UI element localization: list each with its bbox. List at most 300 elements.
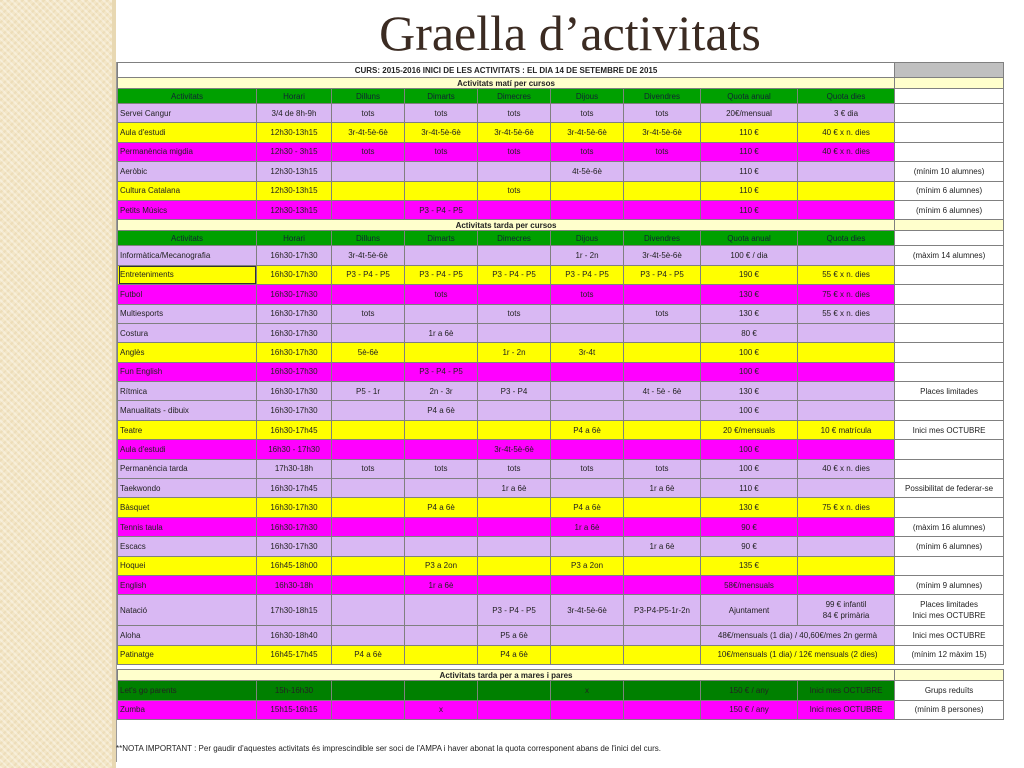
note-cell[interactable]: (mínim 8 persones) xyxy=(895,700,1004,719)
activity-name-cell[interactable]: Manualitats - dibuix xyxy=(118,401,257,420)
note-cell[interactable]: Possibilitat de federar-se xyxy=(895,479,1004,498)
note-cell[interactable]: (mínim 12 màxim 15) xyxy=(895,645,1004,664)
note-cell[interactable] xyxy=(895,323,1004,342)
activity-cell[interactable]: 150 € / any xyxy=(701,681,798,700)
activity-cell[interactable]: 100 € xyxy=(701,343,798,362)
activities-table xyxy=(117,62,1004,720)
activity-cell[interactable] xyxy=(551,626,624,645)
activity-cell[interactable] xyxy=(551,700,624,719)
activity-cell[interactable] xyxy=(332,162,405,181)
activity-cell[interactable] xyxy=(478,420,551,439)
activity-cell[interactable]: tots xyxy=(405,142,478,161)
column-header: Activitats xyxy=(118,231,257,246)
activity-cell[interactable]: 16h30-17h30 xyxy=(257,382,332,401)
activity-cell[interactable] xyxy=(332,537,405,556)
activity-cell[interactable]: 16h30-17h30 xyxy=(257,246,332,265)
activity-cell[interactable] xyxy=(478,246,551,265)
activity-cell[interactable] xyxy=(405,595,478,626)
activity-cell[interactable] xyxy=(332,595,405,626)
activity-cell[interactable] xyxy=(798,595,895,626)
activity-cell[interactable]: 16h30-17h30 xyxy=(257,362,332,381)
activity-cell[interactable] xyxy=(624,343,701,362)
activity-cell[interactable]: 4t-5è-6è xyxy=(551,162,624,181)
activity-cell[interactable] xyxy=(478,200,551,219)
activity-name-cell[interactable]: Bàsquet xyxy=(118,498,257,517)
activity-cell[interactable]: 3/4 de 8h-9h xyxy=(257,104,332,123)
activity-cell[interactable] xyxy=(405,479,478,498)
activity-cell[interactable] xyxy=(332,200,405,219)
activity-cell[interactable] xyxy=(332,440,405,459)
activity-name-cell[interactable]: Anglès xyxy=(118,343,257,362)
activity-cell[interactable] xyxy=(551,382,624,401)
activity-cell[interactable]: Inici mes OCTUBRE xyxy=(798,700,895,719)
note-cell[interactable] xyxy=(895,343,1004,362)
activity-name-cell[interactable]: Rítmica xyxy=(118,382,257,401)
activity-row xyxy=(118,420,1004,439)
activity-cell[interactable] xyxy=(551,575,624,594)
activity-cell[interactable] xyxy=(478,285,551,304)
activity-cell[interactable]: P3 a 2on xyxy=(405,556,478,575)
activity-cell[interactable] xyxy=(478,162,551,181)
activity-cell[interactable]: P4 a 6è xyxy=(405,498,478,517)
activity-cell[interactable]: Ajuntament xyxy=(701,595,798,626)
activity-cell[interactable]: tots xyxy=(624,104,701,123)
activity-cell[interactable]: 12h30-13h15 xyxy=(257,162,332,181)
activity-cell[interactable]: 110 € xyxy=(701,200,798,219)
activity-cell[interactable]: 3r-4t-5è-6è xyxy=(332,123,405,142)
activity-cell[interactable]: 16h30-18h40 xyxy=(257,626,332,645)
activity-cell[interactable]: 16h30-17h30 xyxy=(257,517,332,536)
activity-cell[interactable]: P3 - P4 xyxy=(478,382,551,401)
activity-cell[interactable] xyxy=(405,343,478,362)
activity-cell[interactable] xyxy=(478,575,551,594)
column-header-row xyxy=(118,89,1004,104)
activity-cell[interactable]: 12h30-13h15 xyxy=(257,123,332,142)
activity-cell[interactable] xyxy=(332,479,405,498)
activity-name-cell[interactable]: Servei Cangur xyxy=(118,104,257,123)
activity-cell[interactable] xyxy=(798,362,895,381)
activity-cell[interactable] xyxy=(332,700,405,719)
activity-cell[interactable] xyxy=(332,420,405,439)
activity-cell[interactable]: tots xyxy=(624,304,701,323)
activity-cell[interactable]: 58€/mensuals xyxy=(701,575,798,594)
activity-cell[interactable] xyxy=(624,200,701,219)
activity-cell[interactable]: 16h30-17h30 xyxy=(257,537,332,556)
activity-cell[interactable]: tots xyxy=(551,285,624,304)
activity-cell[interactable]: x xyxy=(405,700,478,719)
activity-cell[interactable]: P5 a 6è xyxy=(478,626,551,645)
activity-cell[interactable]: 1r a 6è xyxy=(478,479,551,498)
note-cell[interactable] xyxy=(895,142,1004,161)
activity-cell[interactable]: 75 € x n. dies xyxy=(798,498,895,517)
activity-cell[interactable]: P4 a 6è xyxy=(405,401,478,420)
activity-cell[interactable]: P3 - P4 - P5 xyxy=(405,265,478,284)
activity-cell[interactable]: 10€/mensuals (1 dia) / 12€ mensuals (2 dies) xyxy=(701,645,895,664)
activity-cell[interactable] xyxy=(551,323,624,342)
activity-cell[interactable] xyxy=(405,537,478,556)
activity-cell[interactable]: P3 - P4 - P5 xyxy=(405,362,478,381)
activity-cell[interactable]: tots xyxy=(332,459,405,478)
note-cell[interactable] xyxy=(895,556,1004,575)
activity-cell[interactable] xyxy=(478,323,551,342)
activity-cell[interactable]: tots xyxy=(478,142,551,161)
activity-name-cell[interactable]: Aeròbic xyxy=(118,162,257,181)
activity-cell[interactable] xyxy=(798,200,895,219)
activity-cell[interactable]: 16h30-17h30 xyxy=(257,285,332,304)
activity-cell[interactable]: tots xyxy=(624,459,701,478)
activity-cell[interactable] xyxy=(405,681,478,700)
activity-cell[interactable] xyxy=(624,681,701,700)
activity-cell[interactable] xyxy=(332,323,405,342)
activity-cell[interactable] xyxy=(624,440,701,459)
activity-cell[interactable]: 135 € xyxy=(701,556,798,575)
activity-cell[interactable]: 3r-4t xyxy=(551,343,624,362)
activity-cell[interactable] xyxy=(405,304,478,323)
note-cell[interactable] xyxy=(895,362,1004,381)
activity-cell[interactable]: tots xyxy=(478,304,551,323)
activity-cell[interactable] xyxy=(624,575,701,594)
activity-cell[interactable] xyxy=(798,556,895,575)
activity-name-cell[interactable]: Fun English xyxy=(118,362,257,381)
activity-name-cell[interactable]: Costura xyxy=(118,323,257,342)
activity-cell[interactable] xyxy=(624,700,701,719)
activity-cell[interactable]: 15h-16h30 xyxy=(257,681,332,700)
note-cell[interactable] xyxy=(895,459,1004,478)
activity-cell[interactable]: Inici mes OCTUBRE xyxy=(798,681,895,700)
activity-cell[interactable] xyxy=(478,517,551,536)
activity-cell[interactable]: 1r - 2n xyxy=(551,246,624,265)
activity-cell[interactable]: P3 - P4 - P5 xyxy=(551,265,624,284)
activity-name-cell[interactable]: Entreteniments xyxy=(118,265,257,284)
activity-cell[interactable]: tots xyxy=(405,285,478,304)
activity-cell[interactable] xyxy=(551,362,624,381)
activity-cell[interactable] xyxy=(551,200,624,219)
activity-cell[interactable]: P5 - 1r xyxy=(332,382,405,401)
activity-cell[interactable] xyxy=(624,285,701,304)
activity-cell[interactable]: tots xyxy=(551,459,624,478)
note-cell[interactable] xyxy=(895,285,1004,304)
activity-cell[interactable]: 16h30-17h30 xyxy=(257,343,332,362)
activity-cell[interactable]: 90 € xyxy=(701,517,798,536)
activity-cell[interactable]: 16h45-17h45 xyxy=(257,645,332,664)
note-cell[interactable]: Grups reduïts xyxy=(895,681,1004,700)
activity-cell[interactable]: 110 € xyxy=(701,142,798,161)
activity-cell[interactable] xyxy=(551,440,624,459)
activity-cell[interactable]: 3r-4t-5è-6è xyxy=(624,123,701,142)
activity-cell[interactable] xyxy=(551,181,624,200)
note-cell[interactable]: (mínim 10 alumnes) xyxy=(895,162,1004,181)
activity-name-cell[interactable]: Taekwondo xyxy=(118,479,257,498)
activity-cell[interactable] xyxy=(332,626,405,645)
activity-cell[interactable] xyxy=(405,420,478,439)
activity-cell[interactable] xyxy=(624,181,701,200)
activity-cell[interactable]: P3-P4-P5-1r-2n xyxy=(624,595,701,626)
note-cell[interactable] xyxy=(895,304,1004,323)
activity-cell[interactable]: 10 € matrícula xyxy=(798,420,895,439)
activity-cell[interactable]: 130 € xyxy=(701,498,798,517)
activity-cell[interactable] xyxy=(332,285,405,304)
activity-cell[interactable] xyxy=(798,440,895,459)
activity-cell[interactable]: 1r a 6è xyxy=(624,537,701,556)
activity-cell[interactable]: tots xyxy=(624,142,701,161)
activity-cell[interactable]: 150 € / any xyxy=(701,700,798,719)
activity-cell[interactable]: tots xyxy=(332,142,405,161)
activity-name-cell[interactable]: Permanència migdia xyxy=(118,142,257,161)
activity-name-cell[interactable]: Petits Músics xyxy=(118,200,257,219)
activity-name-cell[interactable]: Informàtica/Mecanografia xyxy=(118,246,257,265)
activity-cell[interactable] xyxy=(478,681,551,700)
activity-cell[interactable]: P3 - P4 - P5 xyxy=(478,265,551,284)
note-cell[interactable]: (mínim 6 alumnes) xyxy=(895,181,1004,200)
activity-cell[interactable] xyxy=(551,645,624,664)
activity-cell[interactable]: 17h30-18h15 xyxy=(257,595,332,626)
activity-cell[interactable]: 16h30-17h30 xyxy=(257,401,332,420)
activity-cell[interactable]: tots xyxy=(405,104,478,123)
activity-cell[interactable]: P4 a 6è xyxy=(551,420,624,439)
activity-cell[interactable] xyxy=(478,556,551,575)
activity-cell[interactable]: 16h30 - 17h30 xyxy=(257,440,332,459)
activity-cell[interactable] xyxy=(624,362,701,381)
activity-cell[interactable] xyxy=(332,556,405,575)
activity-name-cell[interactable]: Aula d'estudi xyxy=(118,440,257,459)
activity-cell[interactable] xyxy=(551,401,624,420)
activity-cell[interactable]: P4 a 6è xyxy=(478,645,551,664)
activity-cell[interactable] xyxy=(332,401,405,420)
activity-name-cell[interactable]: Natació xyxy=(118,595,257,626)
activity-cell[interactable]: 3r-4t-5è-6è xyxy=(551,123,624,142)
activity-cell[interactable]: 16h30-18h xyxy=(257,575,332,594)
activity-row xyxy=(118,246,1004,265)
activity-cell[interactable] xyxy=(478,362,551,381)
activity-cell[interactable]: P3 - P4 - P5 xyxy=(332,265,405,284)
activity-cell[interactable]: tots xyxy=(551,104,624,123)
column-header: Quota anual xyxy=(701,231,798,246)
activity-cell[interactable]: 48€/mensuals (1 dia) / 40,60€/mes 2n germà xyxy=(701,626,895,645)
note-cell[interactable]: (mínim 6 alumnes) xyxy=(895,200,1004,219)
note-cell[interactable]: Places limitades xyxy=(895,382,1004,401)
activity-cell[interactable]: P3 - P4 - P5 xyxy=(405,200,478,219)
activity-name-cell[interactable]: Cultura Catalana xyxy=(118,181,257,200)
column-header: Dimecres xyxy=(478,89,551,104)
activity-cell[interactable] xyxy=(798,343,895,362)
activity-cell[interactable]: 20€/mensual xyxy=(701,104,798,123)
note-cell[interactable] xyxy=(895,401,1004,420)
activity-cell[interactable]: 16h30-17h30 xyxy=(257,304,332,323)
activity-cell[interactable]: P3 - P4 - P5 xyxy=(478,595,551,626)
activity-cell[interactable]: 40 € x n. dies xyxy=(798,142,895,161)
activity-cell[interactable] xyxy=(624,645,701,664)
activity-cell[interactable] xyxy=(798,246,895,265)
activity-cell[interactable] xyxy=(405,440,478,459)
activity-cell[interactable]: 16h30-17h45 xyxy=(257,420,332,439)
activity-cell[interactable]: 80 € xyxy=(701,323,798,342)
activity-cell[interactable]: 110 € xyxy=(701,162,798,181)
activity-cell[interactable]: tots xyxy=(551,142,624,161)
activity-cell[interactable] xyxy=(624,401,701,420)
activity-cell[interactable] xyxy=(798,162,895,181)
activity-row xyxy=(118,285,1004,304)
activity-cell[interactable]: 100 € xyxy=(701,401,798,420)
note-cell[interactable] xyxy=(895,498,1004,517)
activity-cell[interactable]: 20 €/mensuals xyxy=(701,420,798,439)
activity-cell[interactable]: 16h30-17h30 xyxy=(257,265,332,284)
activity-cell[interactable]: 4t - 5è - 6è xyxy=(624,382,701,401)
activity-cell[interactable]: P4 a 6è xyxy=(332,645,405,664)
activity-cell[interactable] xyxy=(624,498,701,517)
activity-cell[interactable]: x xyxy=(551,681,624,700)
activity-cell[interactable]: P3 a 2on xyxy=(551,556,624,575)
activity-cell[interactable]: 110 € xyxy=(701,181,798,200)
activity-cell[interactable]: 130 € xyxy=(701,285,798,304)
note-cell[interactable] xyxy=(895,265,1004,284)
activity-cell[interactable] xyxy=(332,517,405,536)
activity-name-cell[interactable]: Multiesports xyxy=(118,304,257,323)
activity-name-cell[interactable]: Futbol xyxy=(118,285,257,304)
activity-cell[interactable] xyxy=(332,681,405,700)
activity-cell[interactable] xyxy=(405,517,478,536)
activity-name-cell[interactable]: English xyxy=(118,575,257,594)
activity-cell[interactable]: 1r - 2n xyxy=(478,343,551,362)
activity-cell[interactable]: 2n - 3r xyxy=(405,382,478,401)
activity-cell[interactable] xyxy=(405,181,478,200)
note-cell[interactable]: (mínim 6 alumnes) xyxy=(895,537,1004,556)
activity-cell[interactable]: 75 € x n. dies xyxy=(798,285,895,304)
activity-cell[interactable]: 40 € x n. dies xyxy=(798,459,895,478)
activity-cell[interactable] xyxy=(478,401,551,420)
activity-cell[interactable]: P3 - P4 - P5 xyxy=(624,265,701,284)
note-cell[interactable]: Inici mes OCTUBRE xyxy=(895,420,1004,439)
activity-cell[interactable] xyxy=(624,517,701,536)
note-cell[interactable] xyxy=(895,595,1004,626)
activity-name-cell[interactable]: Tennis taula xyxy=(118,517,257,536)
activity-cell[interactable]: 3 € dia xyxy=(798,104,895,123)
activity-cell[interactable]: 16h45-18h00 xyxy=(257,556,332,575)
activity-name-cell[interactable]: Let's go parents xyxy=(118,681,257,700)
activity-name-cell[interactable]: Escacs xyxy=(118,537,257,556)
note-cell[interactable] xyxy=(895,440,1004,459)
activity-cell[interactable] xyxy=(332,498,405,517)
activity-cell[interactable]: 3r-4t-5è-6è xyxy=(624,246,701,265)
activity-cell[interactable]: 12h30-13h15 xyxy=(257,181,332,200)
activity-cell[interactable] xyxy=(798,323,895,342)
activity-cell[interactable]: 110 € xyxy=(701,479,798,498)
activity-name-cell[interactable]: Patinatge xyxy=(118,645,257,664)
activity-cell[interactable]: 1r a 6è xyxy=(624,479,701,498)
note-cell[interactable] xyxy=(895,123,1004,142)
activity-name-cell[interactable]: Teatre xyxy=(118,420,257,439)
activity-cell[interactable] xyxy=(551,537,624,556)
activity-cell[interactable] xyxy=(405,645,478,664)
activity-cell[interactable]: 3r-4t-5è-6è xyxy=(332,246,405,265)
activity-cell[interactable]: 3r-4t-5è-6è xyxy=(478,123,551,142)
activity-cell[interactable]: 15h15-16h15 xyxy=(257,700,332,719)
note-cell[interactable]: (màxim 16 alumnes) xyxy=(895,517,1004,536)
note-cell[interactable]: (màxim 14 alumnes) xyxy=(895,246,1004,265)
activity-cell[interactable] xyxy=(798,401,895,420)
activity-cell[interactable]: tots xyxy=(478,181,551,200)
activity-cell[interactable] xyxy=(624,556,701,575)
activity-cell[interactable]: 55 € x n. dies xyxy=(798,265,895,284)
activity-cell[interactable]: 17h30-18h xyxy=(257,459,332,478)
activity-cell[interactable] xyxy=(405,246,478,265)
activity-cell[interactable] xyxy=(478,498,551,517)
activity-cell[interactable]: tots xyxy=(332,104,405,123)
activity-cell[interactable]: 1r a 6è xyxy=(551,517,624,536)
activity-cell[interactable]: 100 € / dia xyxy=(701,246,798,265)
activity-cell[interactable]: 1r a 6è xyxy=(405,575,478,594)
activity-cell[interactable]: 5è-6è xyxy=(332,343,405,362)
activity-name-cell[interactable]: Hoquei xyxy=(118,556,257,575)
activity-cell[interactable] xyxy=(798,479,895,498)
activity-cell[interactable] xyxy=(405,626,478,645)
activity-cell[interactable] xyxy=(624,420,701,439)
activity-cell[interactable] xyxy=(551,304,624,323)
activity-name-cell[interactable]: Permanència tarda xyxy=(118,459,257,478)
activity-name-cell[interactable]: Aula d'estudi xyxy=(118,123,257,142)
activity-cell[interactable]: 130 € xyxy=(701,304,798,323)
activity-cell[interactable]: tots xyxy=(478,459,551,478)
activity-cell[interactable]: 40 € x n. dies xyxy=(798,123,895,142)
activity-cell[interactable] xyxy=(798,382,895,401)
activity-cell[interactable]: 90 € xyxy=(701,537,798,556)
activity-cell[interactable]: tots xyxy=(478,104,551,123)
activity-cell[interactable]: 55 € x n. dies xyxy=(798,304,895,323)
activity-cell[interactable] xyxy=(624,626,701,645)
activity-cell[interactable]: 12h30-13h15 xyxy=(257,200,332,219)
activity-cell[interactable] xyxy=(332,575,405,594)
activity-cell[interactable] xyxy=(405,162,478,181)
activity-cell[interactable]: 1r a 6è xyxy=(405,323,478,342)
activity-cell[interactable] xyxy=(551,479,624,498)
activity-cell[interactable]: tots xyxy=(332,304,405,323)
activity-cell[interactable]: tots xyxy=(405,459,478,478)
activity-cell[interactable]: 3r-4t-5è-6è xyxy=(478,440,551,459)
activity-cell[interactable] xyxy=(624,162,701,181)
activity-cell[interactable]: 100 € xyxy=(701,440,798,459)
activity-cell[interactable] xyxy=(798,575,895,594)
activity-name-cell[interactable]: Zumba xyxy=(118,700,257,719)
activity-cell[interactable]: 16h30-17h30 xyxy=(257,323,332,342)
note-cell[interactable]: Inici mes OCTUBRE xyxy=(895,626,1004,645)
column-header: Dimarts xyxy=(405,89,478,104)
note-cell[interactable]: (mínim 9 alumnes) xyxy=(895,575,1004,594)
activity-cell[interactable]: 130 € xyxy=(701,382,798,401)
activity-cell[interactable]: 100 € xyxy=(701,459,798,478)
activity-cell[interactable]: 110 € xyxy=(701,123,798,142)
activity-cell[interactable] xyxy=(478,537,551,556)
activity-cell[interactable]: 16h30-17h30 xyxy=(257,498,332,517)
activity-name-cell[interactable]: Aloha xyxy=(118,626,257,645)
activity-cell[interactable]: P4 a 6è xyxy=(551,498,624,517)
activity-cell[interactable] xyxy=(624,323,701,342)
activity-cell[interactable] xyxy=(478,700,551,719)
activity-cell[interactable]: 190 € xyxy=(701,265,798,284)
activity-cell[interactable]: 12h30 - 3h15 xyxy=(257,142,332,161)
activity-cell[interactable] xyxy=(332,362,405,381)
activity-cell[interactable] xyxy=(798,517,895,536)
activity-row xyxy=(118,645,1004,664)
activity-cell[interactable] xyxy=(798,537,895,556)
activity-cell[interactable]: 16h30-17h45 xyxy=(257,479,332,498)
activity-cell[interactable]: 3r-4t-5è-6è xyxy=(405,123,478,142)
activity-cell[interactable] xyxy=(332,181,405,200)
activity-cell[interactable]: 100 € xyxy=(701,362,798,381)
note-line: Places limitades xyxy=(920,600,978,610)
activity-row xyxy=(118,537,1004,556)
activity-cell[interactable]: 3r-4t-5è-6è xyxy=(551,595,624,626)
note-cell[interactable] xyxy=(895,104,1004,123)
activity-cell[interactable] xyxy=(798,181,895,200)
